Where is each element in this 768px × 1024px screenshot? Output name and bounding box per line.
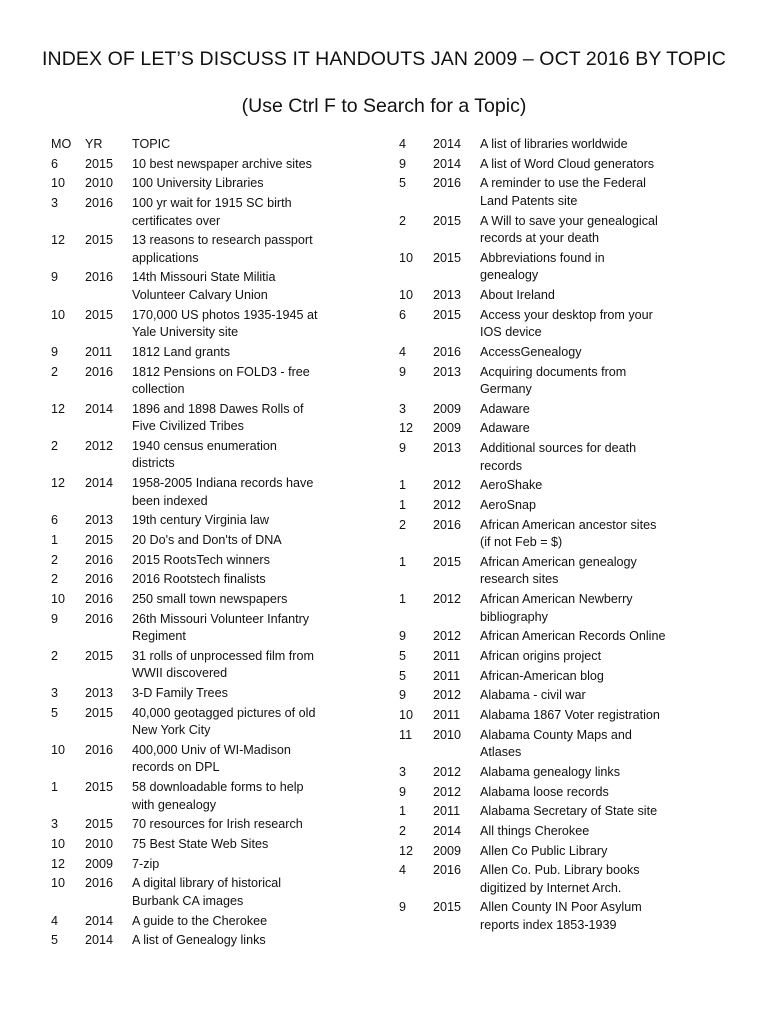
index-entry xyxy=(399,687,669,705)
entry-topic: African-American blog xyxy=(480,668,604,683)
entry-month: 12 xyxy=(51,401,66,416)
index-entry xyxy=(399,497,669,515)
entry-topic: Alabama 1867 Voter registration xyxy=(480,707,660,722)
entry-topic: Alabama loose records xyxy=(480,784,609,799)
entry-year: 2012 xyxy=(85,438,114,453)
entry-topic: 14th Missouri State Militia Volunteer Calvary Union xyxy=(132,270,276,302)
index-column-right xyxy=(399,136,669,937)
index-entry xyxy=(399,823,669,841)
index-entry xyxy=(399,136,669,154)
entry-month: 1 xyxy=(399,478,407,493)
entry-year: 2014 xyxy=(433,823,462,838)
entry-year: 2009 xyxy=(433,421,462,436)
entry-year: 2016 xyxy=(85,364,114,379)
entry-month: 5 xyxy=(51,705,59,720)
entry-month: 1 xyxy=(399,592,407,606)
entry-month: 2 xyxy=(399,517,407,532)
entry-year: 2011 xyxy=(433,668,461,683)
header-year: YR xyxy=(85,137,103,151)
entry-topic: AeroShake xyxy=(480,478,543,493)
entry-year: 2012 xyxy=(433,784,462,799)
index-entry xyxy=(51,571,341,589)
entry-topic: African American ancestor sites (if not Feb = $) xyxy=(480,517,657,550)
entry-year: 2015 xyxy=(433,213,462,228)
entry-year: 2015 xyxy=(433,250,462,265)
entry-year: 2013 xyxy=(85,513,114,528)
entry-year: 2013 xyxy=(433,364,462,379)
entry-topic: 10 best newspaper archive sites xyxy=(132,156,312,171)
entry-month: 3 xyxy=(51,196,59,211)
index-entry xyxy=(399,784,669,802)
index-entry xyxy=(51,307,341,342)
index-entry xyxy=(399,899,669,934)
entry-topic: 2015 RootsTech winners xyxy=(132,552,270,567)
entry-topic: Alabama - civil war xyxy=(480,688,586,703)
entry-topic: 19th century Virginia law xyxy=(132,513,269,528)
entry-year: 2011 xyxy=(433,707,461,722)
entry-month: 9 xyxy=(51,270,59,285)
entry-year: 2012 xyxy=(433,688,462,703)
entry-year: 2009 xyxy=(85,856,114,871)
entry-topic: Allen Co. Pub. Library books digitized by Internet Arch. xyxy=(480,863,640,895)
index-entry xyxy=(51,648,341,683)
entry-topic: 100 yr wait for 1915 SC birth certificates over xyxy=(132,196,292,228)
entry-year: 2011 xyxy=(433,648,461,663)
entry-topic: 1812 Land grants xyxy=(132,344,231,359)
entry-month: 10 xyxy=(51,592,66,606)
entry-month: 12 xyxy=(51,233,66,248)
entry-topic: Adaware xyxy=(480,421,530,436)
entry-month: 10 xyxy=(399,707,414,722)
entry-month: 3 xyxy=(399,764,407,779)
index-entry xyxy=(399,287,669,305)
entry-year: 2016 xyxy=(85,572,114,587)
entry-year: 2014 xyxy=(85,401,114,416)
entry-month: 6 xyxy=(399,307,407,322)
entry-topic: 170,000 US photos 1935-1945 at Yale University site xyxy=(132,307,318,340)
entry-topic: Adaware xyxy=(480,401,530,416)
index-entry xyxy=(51,269,341,304)
entry-topic: Allen County IN Poor Asylum reports index 1853-1939 xyxy=(480,900,642,932)
entry-year: 2015 xyxy=(433,900,462,915)
entry-month: 10 xyxy=(51,876,66,891)
entry-topic: 3-D Family Trees xyxy=(132,686,228,701)
entry-topic: Additional sources for death records xyxy=(480,441,637,473)
index-entry xyxy=(51,913,341,931)
entry-month: 10 xyxy=(399,287,414,302)
index-entry xyxy=(51,512,341,530)
entry-year: 2016 xyxy=(85,876,114,891)
entry-month: 2 xyxy=(51,364,59,379)
entry-year: 2010 xyxy=(85,176,114,191)
entry-year: 2009 xyxy=(433,401,462,416)
entry-month: 9 xyxy=(399,441,407,456)
entry-month: 4 xyxy=(399,137,407,151)
entry-month: 9 xyxy=(399,156,407,171)
entry-topic: All things Cherokee xyxy=(480,823,590,838)
entry-month: 5 xyxy=(399,668,407,683)
header-month: MO xyxy=(51,137,72,151)
entry-topic: 13 reasons to research passport applications xyxy=(132,233,313,265)
index-entry xyxy=(399,440,669,475)
entry-month: 4 xyxy=(51,913,59,928)
entry-year: 2011 xyxy=(433,804,461,819)
entry-year: 2015 xyxy=(85,532,114,547)
index-entry xyxy=(51,742,341,777)
entry-month: 2 xyxy=(51,552,59,567)
entry-topic: 31 rolls of unprocessed film from WWII discovered xyxy=(132,648,314,681)
entry-year: 2013 xyxy=(433,287,462,302)
entry-month: 3 xyxy=(51,817,59,832)
entry-month: 9 xyxy=(399,688,407,703)
entry-topic: 1812 Pensions on FOLD3 - free collection xyxy=(132,364,310,396)
entry-year: 2015 xyxy=(85,233,114,248)
index-entry xyxy=(51,932,341,950)
index-entry xyxy=(399,156,669,174)
entry-year: 2010 xyxy=(433,727,462,742)
entry-year: 2014 xyxy=(433,156,462,171)
index-entry xyxy=(399,843,669,861)
entry-year: 2015 xyxy=(85,156,114,171)
entry-month: 9 xyxy=(399,364,407,379)
entry-topic: A guide to the Cherokee xyxy=(132,913,268,928)
index-entry xyxy=(51,532,341,550)
entry-year: 2016 xyxy=(85,611,114,626)
entry-topic: African American Records Online xyxy=(480,629,666,644)
entry-year: 2016 xyxy=(433,344,462,359)
column-header-row xyxy=(51,136,341,154)
entry-month: 6 xyxy=(51,156,59,171)
entry-topic: AccessGenealogy xyxy=(480,344,582,359)
entry-topic: Alabama genealogy links xyxy=(480,764,621,779)
entry-year: 2015 xyxy=(85,307,114,322)
entry-year: 2015 xyxy=(433,307,462,322)
entry-year: 2014 xyxy=(433,137,462,151)
entry-month: 1 xyxy=(399,497,407,512)
entry-topic: 26th Missouri Volunteer Infantry Regiment xyxy=(132,611,310,644)
index-column-left xyxy=(51,136,341,952)
entry-year: 2013 xyxy=(85,686,114,701)
entry-topic: 40,000 geotagged pictures of old New York City xyxy=(132,705,316,738)
index-entry xyxy=(399,401,669,419)
entry-month: 2 xyxy=(51,572,59,587)
entry-month: 5 xyxy=(399,648,407,663)
entry-year: 2010 xyxy=(85,837,114,851)
entry-month: 9 xyxy=(51,344,59,359)
entry-year: 2016 xyxy=(433,863,462,878)
entry-year: 2009 xyxy=(433,843,462,858)
index-entry xyxy=(399,591,669,626)
index-list-left xyxy=(51,156,341,950)
entry-topic: Access your desktop from your IOS device xyxy=(480,307,653,340)
index-entry xyxy=(399,554,669,589)
index-entry xyxy=(51,816,341,834)
index-entry xyxy=(399,803,669,821)
entry-month: 9 xyxy=(399,629,407,644)
entry-topic: 70 resources for Irish research xyxy=(132,817,303,832)
entry-month: 9 xyxy=(51,611,59,626)
entry-year: 2016 xyxy=(433,517,462,532)
index-entry xyxy=(399,364,669,399)
entry-year: 2014 xyxy=(85,933,114,948)
entry-topic: 1896 and 1898 Dawes Rolls of Five Civilized Tribes xyxy=(132,401,304,434)
entry-topic: 58 downloadable forms to help with genealogy xyxy=(132,780,304,812)
entry-month: 2 xyxy=(399,823,407,838)
entry-topic: 400,000 Univ of WI-Madison records on DPL xyxy=(132,742,291,775)
index-entry xyxy=(399,175,669,210)
entry-year: 2012 xyxy=(433,478,462,493)
entry-month: 1 xyxy=(399,804,407,819)
entry-month: 10 xyxy=(51,307,66,322)
entry-year: 2016 xyxy=(85,552,114,567)
entry-year: 2015 xyxy=(85,705,114,720)
entry-topic: About Ireland xyxy=(480,287,555,302)
entry-month: 2 xyxy=(399,213,407,228)
entry-month: 4 xyxy=(399,344,407,359)
entry-year: 2015 xyxy=(85,817,114,832)
index-entry xyxy=(399,213,669,248)
index-entry xyxy=(399,727,669,762)
index-entry xyxy=(51,344,341,362)
entry-month: 12 xyxy=(51,476,66,491)
entry-topic: A list of libraries worldwide xyxy=(480,137,628,151)
index-entry xyxy=(399,707,669,725)
entry-topic: 20 Do's and Don'ts of DNA xyxy=(132,532,282,547)
entry-topic: Allen Co Public Library xyxy=(480,843,608,858)
index-entry xyxy=(51,475,341,510)
entry-year: 2016 xyxy=(85,196,114,211)
index-entry xyxy=(399,517,669,552)
entry-topic: Acquiring documents from Germany xyxy=(480,364,627,396)
entry-month: 1 xyxy=(51,780,59,795)
entry-topic: A reminder to use the Federal Land Patents site xyxy=(480,176,646,208)
index-entry xyxy=(399,648,669,666)
entry-year: 2015 xyxy=(85,780,114,795)
entry-year: 2012 xyxy=(433,764,462,779)
entry-topic: 1958-2005 Indiana records have been indexed xyxy=(132,476,314,508)
entry-topic: African American genealogy research sites xyxy=(480,554,637,587)
entry-month: 2 xyxy=(51,648,59,663)
index-entry xyxy=(51,705,341,740)
entry-year: 2014 xyxy=(85,913,114,928)
entry-topic: 7-zip xyxy=(132,856,160,871)
entry-year: 2014 xyxy=(85,476,114,491)
index-entry xyxy=(399,764,669,782)
index-entry xyxy=(51,685,341,703)
index-entry xyxy=(51,364,341,399)
index-entry xyxy=(399,668,669,686)
entry-year: 2012 xyxy=(433,592,462,606)
index-entry xyxy=(51,836,341,854)
entry-year: 2011 xyxy=(85,344,113,359)
entry-topic: African American Newberry bibliography xyxy=(480,592,633,624)
index-entry xyxy=(51,401,341,436)
entry-month: 11 xyxy=(399,727,413,742)
index-entry xyxy=(399,420,669,438)
entry-year: 2016 xyxy=(85,270,114,285)
entry-month: 12 xyxy=(399,421,414,436)
entry-topic: 75 Best State Web Sites xyxy=(132,837,269,851)
entry-month: 10 xyxy=(51,176,66,191)
entry-month: 3 xyxy=(399,401,407,416)
document-subtitle: (Use Ctrl F to Search for a Topic) xyxy=(241,95,527,117)
entry-year: 2016 xyxy=(85,592,114,606)
entry-topic: Abbreviations found in genealogy xyxy=(480,250,605,283)
index-entry xyxy=(399,628,669,646)
entry-year: 2012 xyxy=(433,629,462,644)
entry-month: 1 xyxy=(51,532,59,547)
index-entry xyxy=(51,875,341,910)
entry-year: 2012 xyxy=(433,497,462,512)
entry-topic: 1940 census enumeration districts xyxy=(132,438,277,471)
entry-year: 2015 xyxy=(433,554,462,569)
index-entry xyxy=(399,344,669,362)
entry-year: 2016 xyxy=(433,176,462,191)
entry-topic: AeroSnap xyxy=(480,497,537,512)
entry-month: 9 xyxy=(399,784,407,799)
index-entry xyxy=(51,156,341,174)
entry-month: 12 xyxy=(399,843,414,858)
index-entry xyxy=(399,307,669,342)
header-topic: TOPIC xyxy=(132,137,171,151)
entry-year: 2013 xyxy=(433,441,462,456)
entry-month: 12 xyxy=(51,856,66,871)
index-entry xyxy=(51,552,341,570)
index-entry xyxy=(51,591,341,609)
index-entry xyxy=(51,232,341,267)
index-list-right xyxy=(399,136,669,934)
entry-month: 5 xyxy=(399,176,407,191)
entry-topic: A list of Word Cloud generators xyxy=(480,156,655,171)
document-title: INDEX OF LET’S DISCUSS IT HANDOUTS JAN 2009 – OCT 2016 BY TOPIC xyxy=(42,48,726,70)
index-entry xyxy=(399,862,669,897)
entry-month: 3 xyxy=(51,686,59,701)
entry-month: 10 xyxy=(51,742,66,757)
entry-month: 9 xyxy=(399,900,407,915)
entry-year: 2016 xyxy=(85,742,114,757)
index-entry xyxy=(399,250,669,285)
entry-month: 2 xyxy=(51,438,59,453)
entry-topic: 250 small town newspapers xyxy=(132,592,288,606)
entry-month: 5 xyxy=(51,933,59,948)
entry-topic: 100 University Libraries xyxy=(132,176,264,191)
index-entry xyxy=(51,611,341,646)
index-entry xyxy=(51,175,341,193)
entry-month: 1 xyxy=(399,554,407,569)
entry-topic: Alabama County Maps and Atlases xyxy=(480,727,632,760)
index-entry xyxy=(51,438,341,473)
entry-topic: 2016 Rootstech finalists xyxy=(132,572,266,587)
entry-topic: African origins project xyxy=(480,648,602,663)
entry-month: 10 xyxy=(399,250,414,265)
entry-month: 10 xyxy=(51,837,66,851)
index-entry xyxy=(399,477,669,495)
index-entry xyxy=(51,779,341,814)
entry-year: 2015 xyxy=(85,648,114,663)
entry-topic: A Will to save your genealogical records at your death xyxy=(480,213,658,246)
entry-month: 6 xyxy=(51,513,59,528)
index-entry xyxy=(51,195,341,230)
entry-month: 4 xyxy=(399,863,407,878)
entry-topic: A digital library of historical Burbank CA images xyxy=(132,876,282,908)
entry-topic: A list of Genealogy links xyxy=(132,933,266,948)
entry-topic: Alabama Secretary of State site xyxy=(480,804,658,819)
index-entry xyxy=(51,856,341,874)
